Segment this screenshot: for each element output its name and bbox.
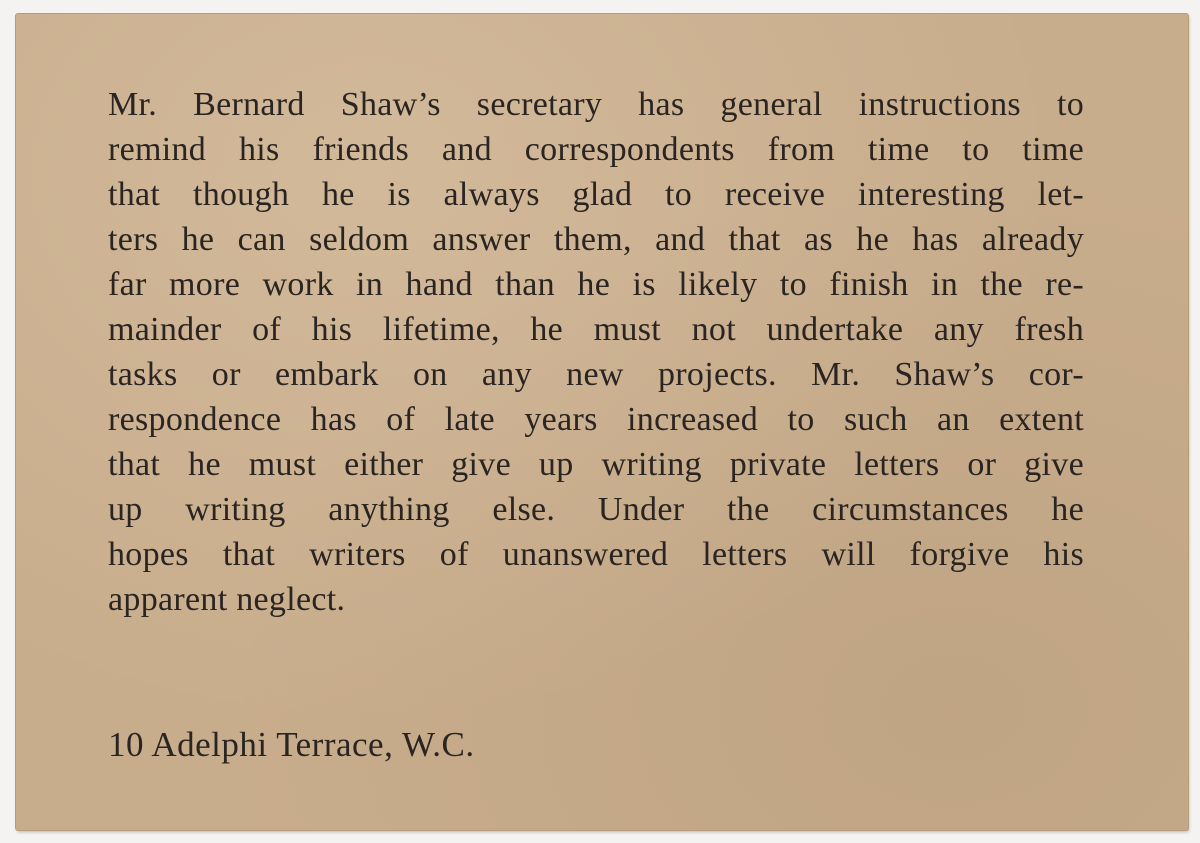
body-text-line: respondence has of late years increased to such an extent [108,401,1084,438]
body-text-line: tasks or embark on any new projects. Mr. Shaw’s cor- [108,356,1084,393]
body-text-line: ters he can seldom answer them, and that as he has already [108,221,1084,258]
body-text-line: far more work in hand than he is likely to finish in the re- [108,266,1084,303]
body-text-line: that though he is always glad to receive interesting let- [108,176,1084,213]
body-text-line: hopes that writers of unanswered letters will forgive his [108,536,1084,573]
body-text-line: remind his friends and correspondents from time to time [108,131,1084,168]
printed-card [16,14,1188,830]
body-text-line: that he must either give up writing private letters or give [108,446,1084,483]
body-text-line: apparent neglect. [108,581,346,618]
body-text-line: up writing anything else. Under the circumstances he [108,491,1084,528]
body-text-line: Mr. Bernard Shaw’s secretary has general instructions to [108,86,1084,123]
body-text-line: mainder of his lifetime, he must not undertake any fresh [108,311,1084,348]
address-line: 10 Adelphi Terrace, W.C. [108,725,475,764]
